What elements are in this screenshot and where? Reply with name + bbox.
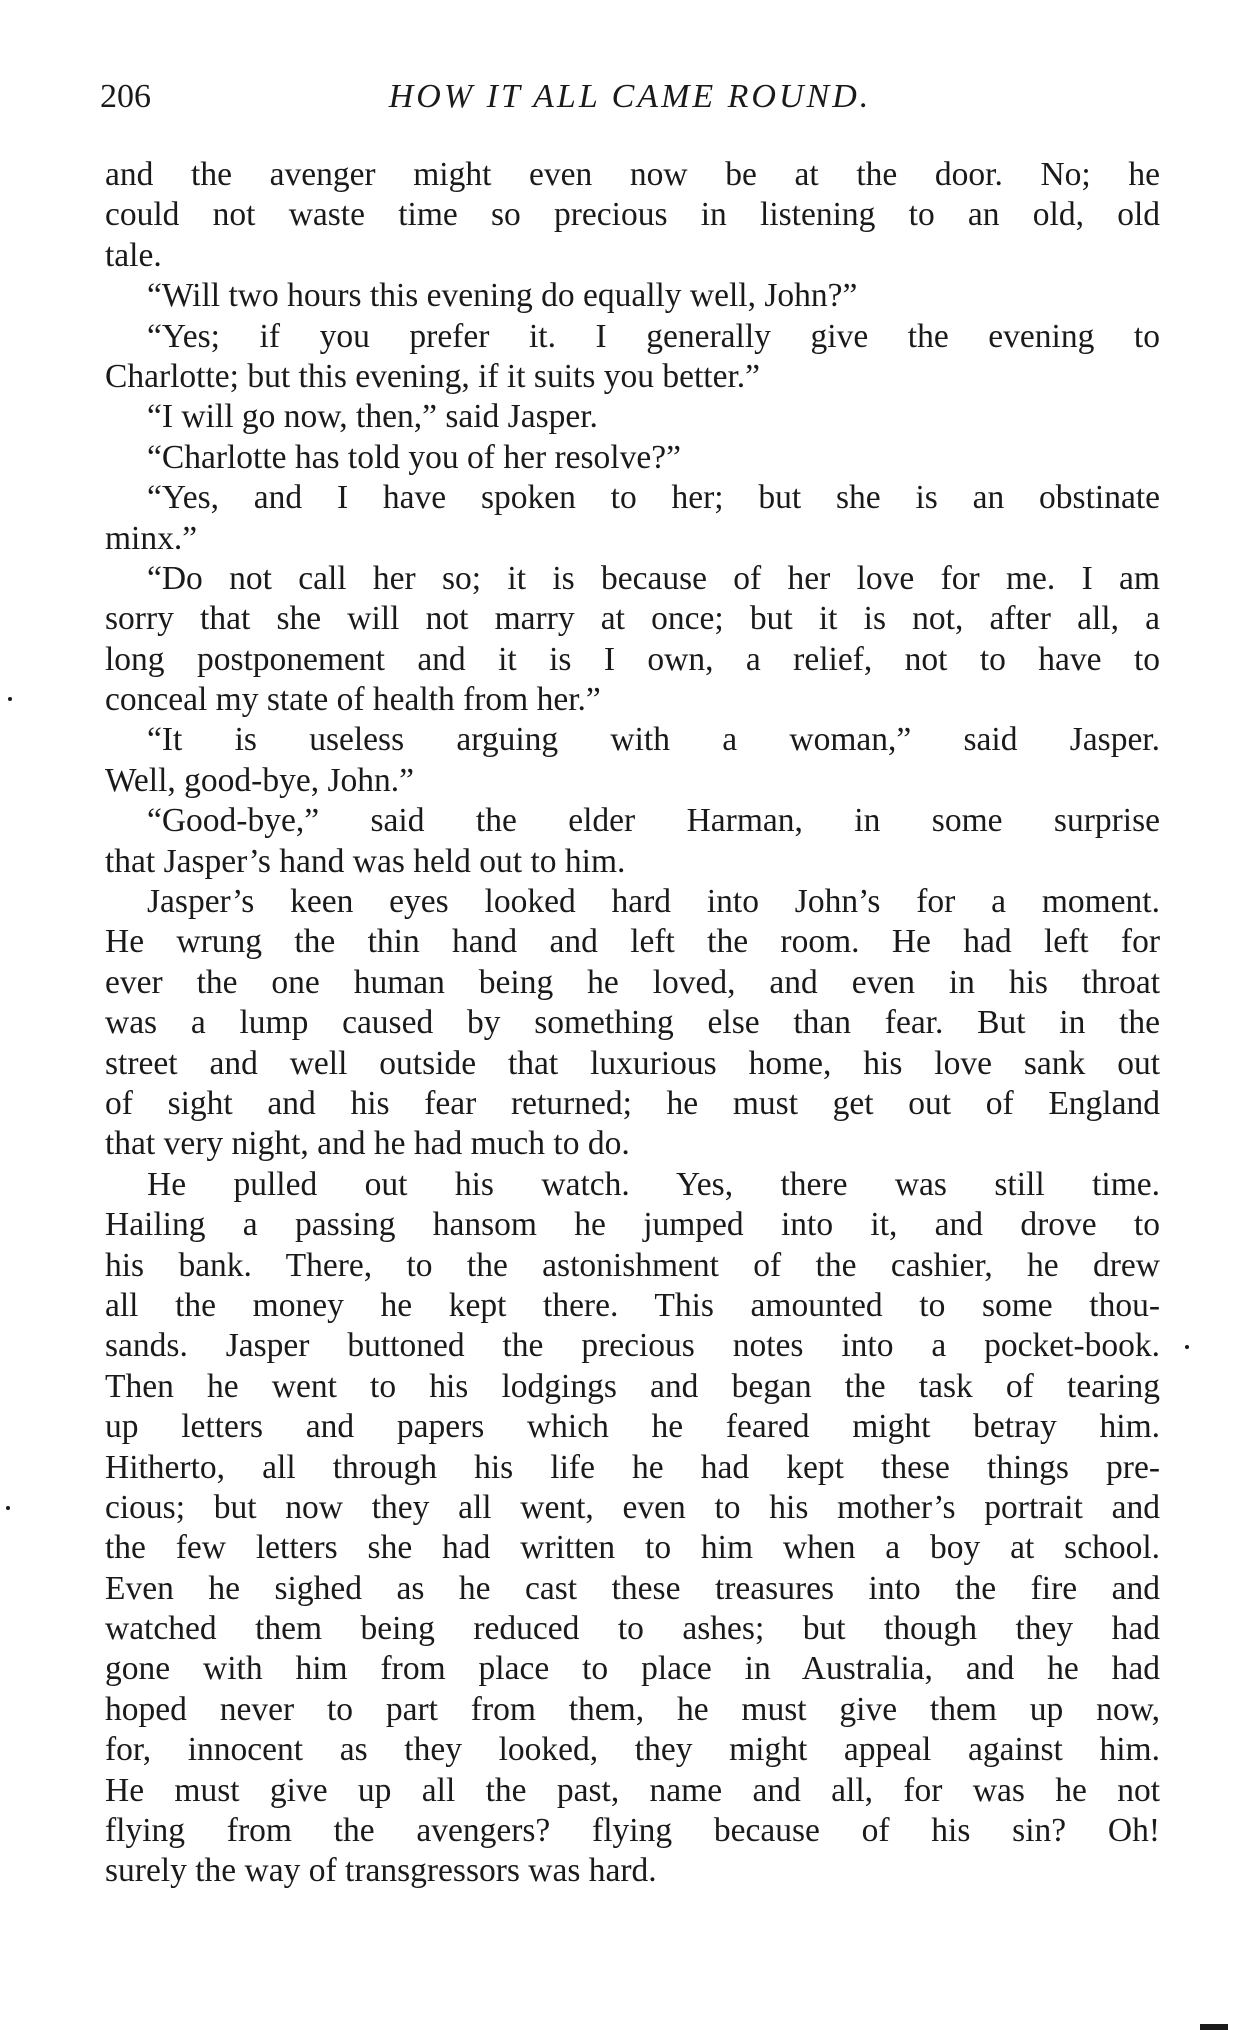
text-line: hoped never to part from them, he must give them up now, [105,1690,1160,1728]
text-line: He wrung the thin hand and left the room. He had left for [105,923,1160,961]
text-line: watched them being reduced to ashes; but though they had [105,1610,1160,1648]
text-line: tale. [105,236,162,274]
text-line: Well, good-bye, John.” [105,761,414,799]
text-line: all the money he kept there. This amounted to some thou- [105,1286,1160,1324]
text-line: long postponement and it is I own, a relief, not to have to [105,640,1160,678]
text-line: sorry that she will not marry at once; but it is not, after all, a [105,600,1160,638]
text-line: flying from the avengers? flying because of his sin? Oh! [105,1812,1160,1850]
text-line: Then he went to his lodgings and began the task of tearing [105,1367,1160,1405]
text-line: that Jasper’s hand was held out to him. [105,842,626,880]
text-line: the few letters she had written to him when a boy at school. [105,1529,1160,1567]
text-line: “Yes; if you prefer it. I generally give the evening to [147,317,1160,355]
text-line: Hailing a passing hansom he jumped into it, and drove to [105,1206,1160,1244]
text-line: “Yes, and I have spoken to her; but she is an obstinate [147,479,1160,517]
text-line: “Charlotte has told you of her resolve?” [147,438,681,476]
text-line: that very night, and he had much to do. [105,1125,630,1163]
text-line: up letters and papers which he feared might betray him. [105,1408,1160,1446]
corner-scan-mark [1200,2024,1228,2030]
text-line: He pulled out his watch. Yes, there was still time. [147,1165,1160,1203]
text-line: “Good-bye,” said the elder Harman, in some surprise [147,802,1160,840]
text-line: “Do not call her so; it is because of her love for me. I am [147,559,1160,597]
text-line: street and well outside that luxurious home, his love sank out [105,1044,1160,1082]
text-line: Jasper’s keen eyes looked hard into John’s for a moment. [147,883,1160,921]
text-line: “I will go now, then,” said Jasper. [147,398,598,436]
text-line: “Will two hours this evening do equally well, John?” [147,277,858,315]
margin-dot [6,1506,10,1510]
text-line: “It is useless arguing with a woman,” said Jasper. [147,721,1160,759]
text-line: Charlotte; but this evening, if it suits you better.” [105,357,761,395]
text-line: sands. Jasper buttoned the precious notes into a pocket-book. [105,1327,1160,1365]
margin-dot [1185,1345,1189,1349]
text-line: conceal my state of health from her.” [105,681,601,719]
running-title: HOW IT ALL CAME ROUND. [388,78,872,115]
text-line: could not waste time so precious in listening to an old, old [105,196,1160,234]
page-number: 206 [100,78,151,115]
text-line: for, innocent as they looked, they might appeal against him. [105,1731,1160,1769]
text-line: minx.” [105,519,198,557]
text-line: gone with him from place to place in Australia, and he had [105,1650,1160,1688]
text-line: cious; but now they all went, even to his mother’s portrait and [105,1488,1160,1526]
text-line: surely the way of transgressors was hard. [105,1852,657,1890]
text-line: his bank. There, to the astonishment of the cashier, he drew [105,1246,1160,1284]
text-line: He must give up all the past, name and all, for was he not [105,1771,1160,1809]
text-line: of sight and his fear returned; he must get out of England [105,1084,1160,1122]
text-line: Even he sighed as he cast these treasures into the fire and [105,1569,1160,1607]
text-line: and the avenger might even now be at the door. No; he [105,156,1160,193]
page-header [100,78,1160,122]
text-line: ever the one human being he loved, and even in his throat [105,963,1160,1001]
text-line: was a lump caused by something else than fear. But in the [105,1004,1160,1042]
body-text [105,155,1160,1892]
margin-dot [8,697,12,701]
text-line: Hitherto, all through his life he had kept these things pre- [105,1448,1160,1486]
